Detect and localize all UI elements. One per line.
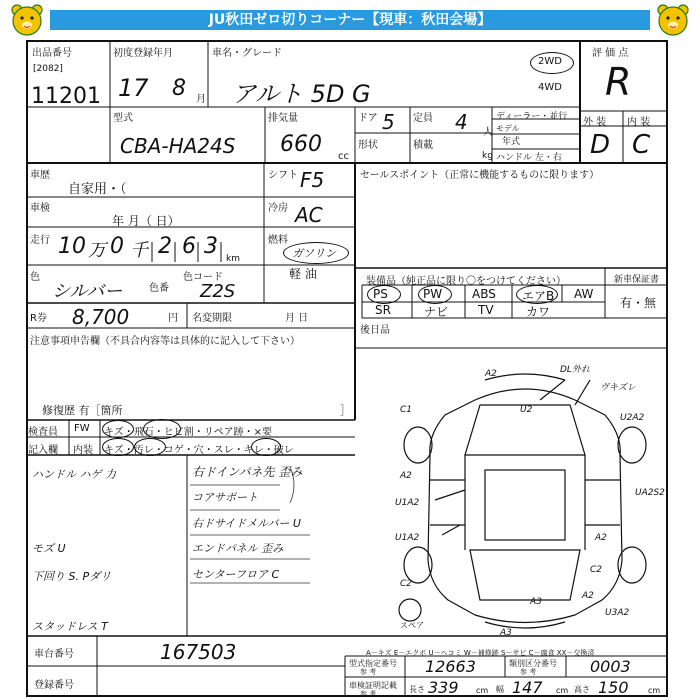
reg-type-label: 車歴 — [30, 170, 50, 181]
note-item: 下回り S. Pダリ — [32, 570, 112, 583]
model-type-value: CBA-HA24S — [120, 134, 236, 158]
rating-score: R — [605, 60, 632, 104]
registration-no-label: 登録番号 — [34, 680, 74, 691]
lot-number-value: 11201 — [31, 84, 101, 109]
note-item: センターフロア C — [192, 568, 280, 581]
naisou-mark-circle — [251, 438, 281, 456]
damage-mark: C2 — [590, 565, 603, 575]
shift-value: F5 — [300, 168, 325, 192]
km-unit: km — [226, 254, 240, 264]
shift-label: シフト — [268, 170, 298, 181]
damage-mark: U1A2 — [395, 498, 420, 508]
dimension-label: 車検証明記載 — [349, 681, 397, 690]
note-item: エンドパネル 歪み — [192, 542, 284, 555]
equipment-selected-circle — [516, 285, 558, 304]
damage-mark: U3A2 — [605, 608, 630, 618]
naisou-mark-circle — [102, 438, 134, 456]
shape-label: 形状 — [358, 140, 378, 151]
repair-bracket: ］ — [340, 404, 351, 417]
note-item: ハンドル ハゲ 力 — [32, 468, 116, 481]
chassis-no-value: 167503 — [160, 640, 237, 664]
damage-mark: A3 — [500, 628, 512, 638]
dimension-sub: 参 考 — [360, 690, 377, 698]
note-item: モズ U — [32, 542, 66, 555]
mileage-part: 千 — [130, 240, 148, 261]
damage-mark: A3 — [530, 597, 542, 607]
length-value: 339 — [428, 678, 459, 697]
note-item: コアサポート — [192, 491, 258, 504]
fw-label: FW — [74, 423, 90, 434]
note-item: 右ドインパネ先 歪み — [192, 465, 303, 479]
color-code-label: 色コード — [183, 272, 223, 283]
doors-label: ドア — [358, 113, 378, 124]
doors-value: 5 — [382, 110, 395, 134]
equipment-leather: カワ — [526, 305, 551, 319]
model-type-label: 型式 — [113, 113, 133, 124]
inspection-label: 車検 — [30, 203, 50, 214]
model-designation-value: 12663 — [425, 657, 476, 676]
equipment-selected-circle — [418, 285, 452, 304]
capacity-value: 4 — [455, 110, 468, 134]
damage-mark: U1A2 — [395, 533, 420, 543]
damage-mark: ヴキズレ — [600, 383, 636, 393]
color-code-value: Z2S — [200, 281, 236, 302]
inspection-value: 年 月（ 日） — [112, 214, 180, 228]
equipment-label: 装備品（純正品に限り〇をつけてください） — [366, 276, 566, 287]
damage-legend: A－キズ E－エクボ U－ヘコミ W－補修跡 S－サビ C－腐食 XX－交換済 — [366, 649, 595, 657]
load-label: 積載 — [413, 140, 433, 151]
equipment-tv: TV — [478, 303, 494, 317]
chassis-no-label: 車台番号 — [34, 649, 74, 660]
naisou-mark-circle — [134, 438, 166, 456]
fuel-label: 燃料 — [268, 235, 288, 246]
equipment-sr: SR — [375, 303, 391, 317]
car-damage-diagram — [390, 360, 665, 638]
header-title: JU秋田ゼロ切りコーナー【現車：秋田会場】 — [50, 10, 650, 30]
equipment-selected-circle — [367, 285, 401, 304]
category-no-value: 0003 — [590, 657, 631, 676]
color-no-label: 色番 — [149, 283, 169, 294]
equipment-pw: PW — [423, 287, 443, 301]
reg-type-value: 自家用・（ — [68, 182, 127, 197]
equipment-airbag: エアB — [522, 289, 555, 303]
lot-sub-number: [2082] — [33, 64, 63, 74]
fw-mark-circle — [143, 419, 181, 439]
ac-label: 冷房 — [268, 203, 288, 214]
damage-mark: UA2S2 — [635, 488, 665, 498]
fuel-other: 軽 油 — [289, 267, 317, 281]
warranty-label: 新車保証書 — [614, 275, 660, 285]
category-no-label: 類別区分番号 — [509, 659, 557, 668]
damage-mark: A2 — [595, 533, 607, 543]
record-label: 記入欄 — [28, 445, 58, 456]
rating-label: 評 価 点 — [592, 48, 629, 59]
color-value: シルバー — [52, 281, 123, 302]
notes-label: 注意事項申告欄（不具合内容等は具体的に記入して下さい） — [30, 336, 300, 347]
mileage-part: 2 — [158, 234, 172, 259]
note-underlines — [180, 455, 360, 636]
name-limit-value: 月 日 — [285, 313, 309, 324]
displacement-label: 排気量 — [268, 113, 298, 124]
model-year-label2: 年式 — [502, 137, 521, 147]
damage-mark: C1 — [400, 405, 413, 415]
mileage-label: 走行 — [30, 235, 50, 246]
lot-number-label: 出品番号 — [32, 48, 72, 59]
car-name-value: アルト 5D G — [232, 80, 371, 108]
width-label: 幅 — [496, 685, 504, 694]
note-item: スタッドレス T — [32, 620, 108, 633]
ac-value: AC — [295, 203, 323, 227]
drive-4wd: 4WD — [538, 82, 562, 93]
interior-grade: C — [632, 130, 651, 160]
mileage-part: 6 — [182, 234, 196, 259]
capacity-unit: 人 — [483, 127, 493, 138]
fw-mark-circle — [102, 420, 134, 438]
capacity-label: 定員 — [413, 113, 433, 124]
month-unit-label: 月 — [196, 94, 206, 105]
handle-label: ハンドル 左・右 — [496, 153, 562, 163]
naisou-label: 内装 — [73, 445, 93, 456]
height-label: 高さ — [574, 685, 590, 694]
fuel-selected: ガソリン — [292, 247, 336, 260]
fw-items: キズ・飛石・ヒビ割・リペア跡・×要 — [104, 427, 272, 438]
inspector-label: 検査員 — [28, 427, 58, 438]
cc-unit: cc — [338, 151, 349, 162]
damage-mark: C2 — [400, 579, 413, 589]
damage-mark: A2 — [400, 471, 412, 481]
name-limit-label: 名変期限 — [192, 313, 232, 324]
mileage-part: 10 — [58, 234, 86, 259]
warranty-value: 有・無 — [620, 296, 657, 310]
exterior-grade: D — [590, 130, 611, 160]
r-ken-value: 8,700 — [72, 305, 130, 329]
mileage-part: 0 — [110, 234, 124, 259]
damage-mark: U2A2 — [620, 413, 645, 423]
length-label: 長さ — [409, 685, 425, 694]
exterior-label: 外 装 — [583, 117, 607, 128]
damage-mark: DL外れ — [560, 365, 590, 375]
cm-unit: cm — [476, 686, 489, 695]
model-year-label: モデル — [496, 124, 520, 133]
width-value: 147 — [512, 678, 543, 697]
car-name-label: 車名・グレード — [212, 48, 282, 59]
equipment-abs: ABS — [472, 287, 496, 301]
interior-label: 内 装 — [627, 117, 651, 128]
kg-unit: kg — [482, 151, 493, 161]
r-ken-label: R券 — [30, 313, 47, 324]
equipment-navi: ナビ — [424, 305, 449, 319]
first-registration-label: 初度登録年月 — [113, 48, 173, 59]
height-value: 150 — [598, 678, 629, 697]
first-registration-year: 17 — [118, 74, 149, 102]
sales-point-label: セールスポイント（正常に機能するものに限ります） — [360, 170, 600, 181]
dealer-label: ディーラー・並行 — [496, 112, 568, 122]
yen-unit: 円 — [168, 313, 178, 324]
damage-mark: A2 — [582, 591, 594, 601]
rear-item-label: 後日品 — [360, 325, 390, 336]
note-item: 右ドサイドメルバー U — [192, 517, 301, 530]
color-label: 色 — [30, 272, 40, 283]
spare-label: スペア — [400, 621, 424, 630]
damage-mark: A2 — [485, 369, 497, 379]
first-registration-month: 8 — [172, 76, 186, 101]
repair-history: 修復歴 有［箇所 — [42, 404, 123, 417]
model-designation-label: 型式指定番号 — [349, 659, 397, 668]
cm-unit: cm — [648, 686, 661, 695]
category-no-sub: 参 考 — [520, 668, 537, 676]
equipment-aw: AW — [574, 287, 594, 301]
mileage-part: 万 — [88, 240, 106, 261]
drive-2wd: 2WD — [538, 56, 562, 67]
naisou-items: キズ・汚レ・コゲ・穴・スレ・キレ・破レ — [104, 445, 294, 456]
mileage-digit-dividers — [125, 238, 225, 264]
mileage-part: 3 — [204, 234, 218, 259]
cm-unit: cm — [556, 686, 569, 695]
equipment-ps: PS — [373, 287, 388, 301]
model-designation-sub: 参 考 — [360, 668, 377, 676]
displacement-value: 660 — [280, 132, 322, 157]
damage-mark: U2 — [520, 405, 533, 415]
